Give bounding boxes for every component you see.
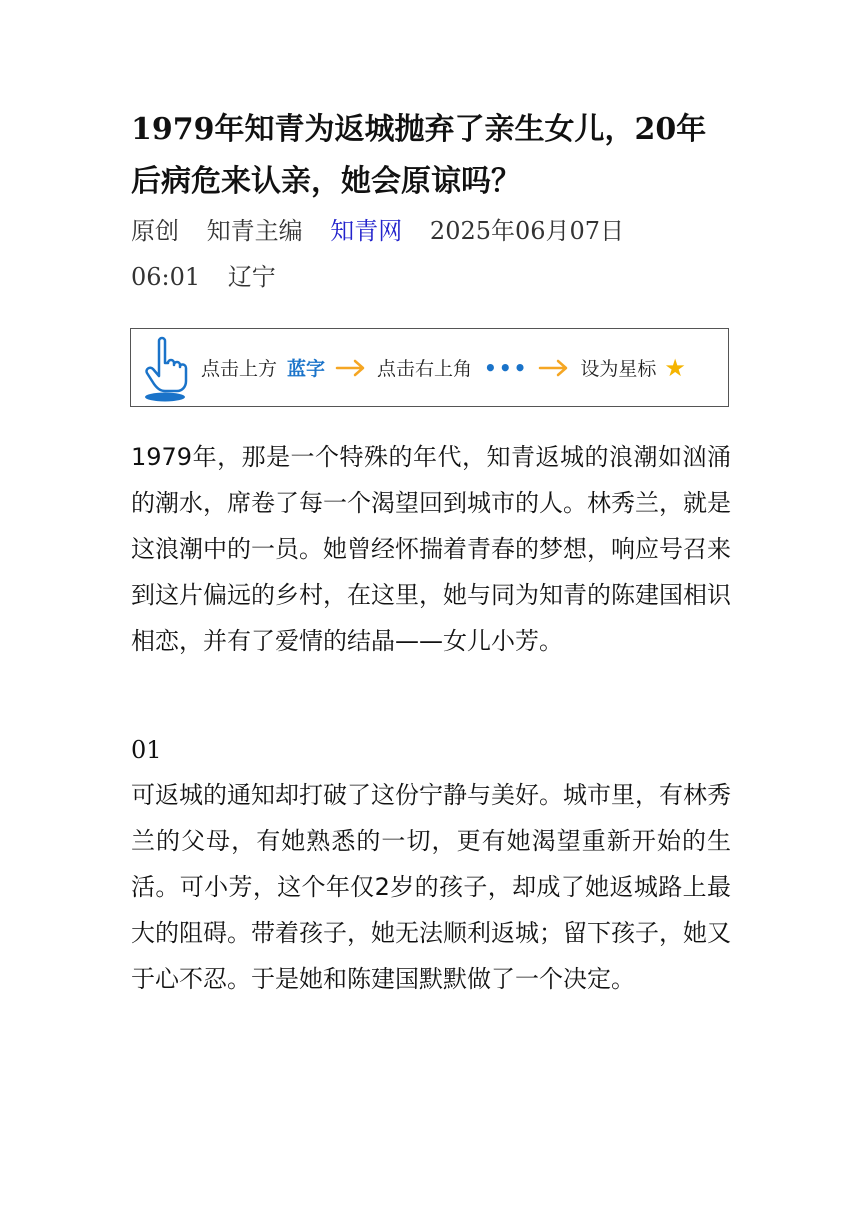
pointing-hand-icon xyxy=(139,333,191,403)
article-type: 原创 xyxy=(131,217,179,245)
publish-date: 2025年06月07日 xyxy=(429,217,625,245)
banner-step2: 点击右上角 xyxy=(377,358,473,380)
follow-banner[interactable] xyxy=(130,328,729,407)
arrow-right-icon xyxy=(538,359,570,377)
star-icon: ★ xyxy=(664,353,686,382)
publish-time: 06:01 xyxy=(131,263,201,291)
banner-blue-word: 蓝字 xyxy=(287,358,326,380)
arrow-right-icon xyxy=(335,359,367,377)
source-link[interactable]: 知青网 xyxy=(330,217,403,245)
more-dots-icon: ••• xyxy=(484,355,529,380)
article-author: 知青主编 xyxy=(206,217,303,245)
article-title: 1979年知青为返城抛弃了亲生女儿，20年后病危来认亲，她会原谅吗？ xyxy=(131,112,707,199)
article-meta xyxy=(131,208,731,300)
article-paragraph: 可返城的通知却打破了这份宁静与美好。城市里，有林秀兰的父母，有她熟悉的一切，更有她渴望重新开始的生活。可小芳，这个年仅2岁的孩子，却成了她返城路上最大的阻碍。带着孩子，她无法顺利返城；留下孩子，她又于心不忍。于是她和陈建国默默做了一个决定。 xyxy=(131,781,731,993)
section-number: 01 xyxy=(131,736,162,764)
publish-location: 辽宁 xyxy=(227,263,276,291)
banner-step3: 设为星标 xyxy=(580,358,657,380)
banner-step1: 点击上方 xyxy=(201,358,278,380)
article-paragraph: 1979年，那是一个特殊的年代，知青返城的浪潮如汹涌的潮水，席卷了每一个渴望回到城市的人。林秀兰，就是这浪潮中的一员。她曾经怀揣着青春的梦想，响应号召来到这片偏远的乡村，在这里，她与同为知青的陈建国相识相恋，并有了爱情的结晶——女儿小芳。 xyxy=(131,443,731,655)
